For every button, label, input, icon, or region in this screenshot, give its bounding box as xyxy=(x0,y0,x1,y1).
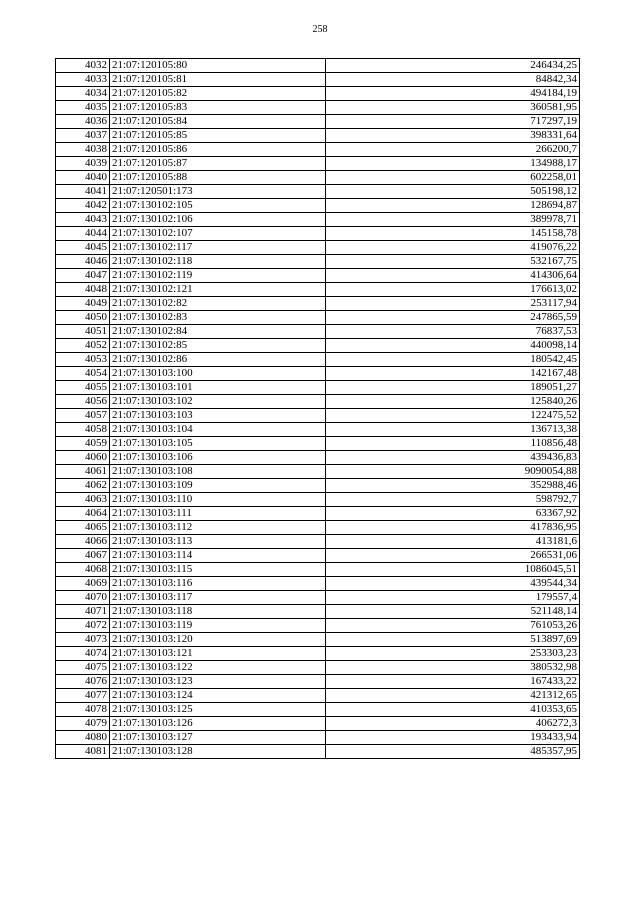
row-number-cell: 4076 xyxy=(56,675,110,689)
cadastral-number-cell: 21:07:120105:85 xyxy=(110,129,326,143)
cadastral-number-cell: 21:07:130102:119 xyxy=(110,269,326,283)
cadastral-value-cell: 125840,26 xyxy=(326,395,580,409)
row-number-cell: 4037 xyxy=(56,129,110,143)
table-row xyxy=(56,311,580,325)
row-number-cell: 4042 xyxy=(56,199,110,213)
table-row xyxy=(56,381,580,395)
cadastral-value-cell: 413181,6 xyxy=(326,535,580,549)
cadastral-number-cell: 21:07:130103:119 xyxy=(110,619,326,633)
cadastral-value-cell: 380532,98 xyxy=(326,661,580,675)
cadastral-value-cell: 598792,7 xyxy=(326,493,580,507)
cadastral-value-table xyxy=(55,58,580,759)
table-row xyxy=(56,675,580,689)
cadastral-number-cell: 21:07:130102:83 xyxy=(110,311,326,325)
table-row xyxy=(56,605,580,619)
cadastral-value-cell: 389978,71 xyxy=(326,213,580,227)
cadastral-value-cell: 494184,19 xyxy=(326,87,580,101)
table-row xyxy=(56,213,580,227)
table-row xyxy=(56,297,580,311)
cadastral-value-cell: 485357,95 xyxy=(326,745,580,759)
cadastral-value-cell: 440098,14 xyxy=(326,339,580,353)
cadastral-value-cell: 717297,19 xyxy=(326,115,580,129)
table-row xyxy=(56,283,580,297)
cadastral-number-cell: 21:07:120105:83 xyxy=(110,101,326,115)
row-number-cell: 4032 xyxy=(56,59,110,73)
row-number-cell: 4067 xyxy=(56,549,110,563)
row-number-cell: 4061 xyxy=(56,465,110,479)
row-number-cell: 4053 xyxy=(56,353,110,367)
row-number-cell: 4068 xyxy=(56,563,110,577)
cadastral-number-cell: 21:07:130103:102 xyxy=(110,395,326,409)
row-number-cell: 4064 xyxy=(56,507,110,521)
cadastral-value-cell: 532167,75 xyxy=(326,255,580,269)
table-body xyxy=(56,59,580,759)
cadastral-number-cell: 21:07:130102:107 xyxy=(110,227,326,241)
cadastral-number-cell: 21:07:130102:86 xyxy=(110,353,326,367)
table-row xyxy=(56,703,580,717)
row-number-cell: 4065 xyxy=(56,521,110,535)
cadastral-number-cell: 21:07:120105:82 xyxy=(110,87,326,101)
cadastral-value-cell: 180542,45 xyxy=(326,353,580,367)
row-number-cell: 4074 xyxy=(56,647,110,661)
row-number-cell: 4048 xyxy=(56,283,110,297)
cadastral-number-cell: 21:07:130103:101 xyxy=(110,381,326,395)
row-number-cell: 4044 xyxy=(56,227,110,241)
cadastral-value-cell: 521148,14 xyxy=(326,605,580,619)
row-number-cell: 4066 xyxy=(56,535,110,549)
cadastral-number-cell: 21:07:130103:105 xyxy=(110,437,326,451)
cadastral-value-cell: 398331,64 xyxy=(326,129,580,143)
row-number-cell: 4041 xyxy=(56,185,110,199)
table-row xyxy=(56,451,580,465)
cadastral-number-cell: 21:07:130102:121 xyxy=(110,283,326,297)
cadastral-number-cell: 21:07:120105:86 xyxy=(110,143,326,157)
cadastral-value-cell: 134988,17 xyxy=(326,157,580,171)
cadastral-number-cell: 21:07:130103:100 xyxy=(110,367,326,381)
row-number-cell: 4056 xyxy=(56,395,110,409)
row-number-cell: 4077 xyxy=(56,689,110,703)
row-number-cell: 4047 xyxy=(56,269,110,283)
cadastral-value-cell: 419076,22 xyxy=(326,241,580,255)
row-number-cell: 4035 xyxy=(56,101,110,115)
cadastral-value-cell: 360581,95 xyxy=(326,101,580,115)
table-row xyxy=(56,437,580,451)
row-number-cell: 4049 xyxy=(56,297,110,311)
cadastral-number-cell: 21:07:120105:84 xyxy=(110,115,326,129)
row-number-cell: 4050 xyxy=(56,311,110,325)
row-number-cell: 4081 xyxy=(56,745,110,759)
cadastral-number-cell: 21:07:130103:116 xyxy=(110,577,326,591)
cadastral-number-cell: 21:07:130102:84 xyxy=(110,325,326,339)
row-number-cell: 4079 xyxy=(56,717,110,731)
table-row xyxy=(56,353,580,367)
cadastral-number-cell: 21:07:130103:109 xyxy=(110,479,326,493)
cadastral-value-cell: 76837,53 xyxy=(326,325,580,339)
cadastral-number-cell: 21:07:130102:85 xyxy=(110,339,326,353)
row-number-cell: 4033 xyxy=(56,73,110,87)
cadastral-number-cell: 21:07:130103:104 xyxy=(110,423,326,437)
cadastral-number-cell: 21:07:130103:117 xyxy=(110,591,326,605)
row-number-cell: 4036 xyxy=(56,115,110,129)
cadastral-value-cell: 417836,95 xyxy=(326,521,580,535)
table-row xyxy=(56,199,580,213)
row-number-cell: 4080 xyxy=(56,731,110,745)
table-row xyxy=(56,409,580,423)
cadastral-number-cell: 21:07:120105:80 xyxy=(110,59,326,73)
cadastral-number-cell: 21:07:130103:111 xyxy=(110,507,326,521)
cadastral-number-cell: 21:07:120105:81 xyxy=(110,73,326,87)
cadastral-value-cell: 410353,65 xyxy=(326,703,580,717)
table-row xyxy=(56,157,580,171)
table-row xyxy=(56,423,580,437)
row-number-cell: 4070 xyxy=(56,591,110,605)
cadastral-value-cell: 439544,34 xyxy=(326,577,580,591)
table-row xyxy=(56,717,580,731)
table-row xyxy=(56,171,580,185)
cadastral-value-cell: 439436,83 xyxy=(326,451,580,465)
cadastral-number-cell: 21:07:130102:105 xyxy=(110,199,326,213)
row-number-cell: 4073 xyxy=(56,633,110,647)
cadastral-value-cell: 253303,23 xyxy=(326,647,580,661)
table-row xyxy=(56,325,580,339)
cadastral-number-cell: 21:07:130103:120 xyxy=(110,633,326,647)
cadastral-value-cell: 128694,87 xyxy=(326,199,580,213)
row-number-cell: 4045 xyxy=(56,241,110,255)
row-number-cell: 4034 xyxy=(56,87,110,101)
row-number-cell: 4058 xyxy=(56,423,110,437)
cadastral-number-cell: 21:07:130103:115 xyxy=(110,563,326,577)
table-row xyxy=(56,269,580,283)
row-number-cell: 4062 xyxy=(56,479,110,493)
table-row xyxy=(56,647,580,661)
row-number-cell: 4052 xyxy=(56,339,110,353)
row-number-cell: 4046 xyxy=(56,255,110,269)
table-row xyxy=(56,101,580,115)
row-number-cell: 4055 xyxy=(56,381,110,395)
row-number-cell: 4040 xyxy=(56,171,110,185)
cadastral-number-cell: 21:07:130102:118 xyxy=(110,255,326,269)
cadastral-number-cell: 21:07:130103:112 xyxy=(110,521,326,535)
cadastral-number-cell: 21:07:130103:122 xyxy=(110,661,326,675)
row-number-cell: 4072 xyxy=(56,619,110,633)
cadastral-value-cell: 84842,34 xyxy=(326,73,580,87)
cadastral-value-cell: 352988,46 xyxy=(326,479,580,493)
row-number-cell: 4075 xyxy=(56,661,110,675)
cadastral-value-cell: 513897,69 xyxy=(326,633,580,647)
table-row xyxy=(56,465,580,479)
table-row xyxy=(56,227,580,241)
table-row xyxy=(56,507,580,521)
cadastral-number-cell: 21:07:120105:88 xyxy=(110,171,326,185)
table-row xyxy=(56,59,580,73)
cadastral-value-cell: 246434,25 xyxy=(326,59,580,73)
cadastral-value-cell: 761053,26 xyxy=(326,619,580,633)
page-number: 258 xyxy=(312,24,328,35)
cadastral-value-cell: 189051,27 xyxy=(326,381,580,395)
row-number-cell: 4063 xyxy=(56,493,110,507)
cadastral-number-cell: 21:07:130103:123 xyxy=(110,675,326,689)
cadastral-number-cell: 21:07:120105:87 xyxy=(110,157,326,171)
table-row xyxy=(56,395,580,409)
table-row xyxy=(56,367,580,381)
table-row xyxy=(56,143,580,157)
cadastral-number-cell: 21:07:130103:128 xyxy=(110,745,326,759)
cadastral-value-cell: 505198,12 xyxy=(326,185,580,199)
table-row xyxy=(56,339,580,353)
cadastral-value-cell: 1086045,51 xyxy=(326,563,580,577)
cadastral-value-cell: 145158,78 xyxy=(326,227,580,241)
table-row xyxy=(56,745,580,759)
cadastral-number-cell: 21:07:130102:106 xyxy=(110,213,326,227)
cadastral-number-cell: 21:07:130103:103 xyxy=(110,409,326,423)
table-row xyxy=(56,521,580,535)
table-row xyxy=(56,577,580,591)
table-row xyxy=(56,241,580,255)
table-row xyxy=(56,731,580,745)
cadastral-value-cell: 167433,22 xyxy=(326,675,580,689)
table-row xyxy=(56,493,580,507)
table-row xyxy=(56,591,580,605)
row-number-cell: 4054 xyxy=(56,367,110,381)
row-number-cell: 4078 xyxy=(56,703,110,717)
cadastral-number-cell: 21:07:130102:82 xyxy=(110,297,326,311)
row-number-cell: 4038 xyxy=(56,143,110,157)
table-row xyxy=(56,479,580,493)
row-number-cell: 4069 xyxy=(56,577,110,591)
cadastral-value-cell: 602258,01 xyxy=(326,171,580,185)
cadastral-value-cell: 110856,48 xyxy=(326,437,580,451)
row-number-cell: 4071 xyxy=(56,605,110,619)
row-number-cell: 4051 xyxy=(56,325,110,339)
cadastral-value-cell: 421312,65 xyxy=(326,689,580,703)
table-row xyxy=(56,255,580,269)
table-row xyxy=(56,689,580,703)
row-number-cell: 4057 xyxy=(56,409,110,423)
cadastral-number-cell: 21:07:130103:110 xyxy=(110,493,326,507)
table-row xyxy=(56,535,580,549)
row-number-cell: 4039 xyxy=(56,157,110,171)
cadastral-value-cell: 414306,64 xyxy=(326,269,580,283)
cadastral-value-cell: 247865,59 xyxy=(326,311,580,325)
row-number-cell: 4059 xyxy=(56,437,110,451)
cadastral-value-cell: 193433,94 xyxy=(326,731,580,745)
cadastral-number-cell: 21:07:130103:127 xyxy=(110,731,326,745)
cadastral-number-cell: 21:07:130103:108 xyxy=(110,465,326,479)
table-row xyxy=(56,185,580,199)
table-row xyxy=(56,87,580,101)
cadastral-value-cell: 9090054,88 xyxy=(326,465,580,479)
cadastral-value-cell: 142167,48 xyxy=(326,367,580,381)
cadastral-number-cell: 21:07:130103:113 xyxy=(110,535,326,549)
cadastral-number-cell: 21:07:130103:106 xyxy=(110,451,326,465)
cadastral-number-cell: 21:07:130103:126 xyxy=(110,717,326,731)
cadastral-value-cell: 136713,38 xyxy=(326,423,580,437)
cadastral-number-cell: 21:07:130103:121 xyxy=(110,647,326,661)
cadastral-number-cell: 21:07:130103:124 xyxy=(110,689,326,703)
cadastral-value-cell: 63367,92 xyxy=(326,507,580,521)
cadastral-number-cell: 21:07:130103:114 xyxy=(110,549,326,563)
table-row xyxy=(56,549,580,563)
cadastral-value-cell: 176613,02 xyxy=(326,283,580,297)
table-row xyxy=(56,73,580,87)
row-number-cell: 4060 xyxy=(56,451,110,465)
table-row xyxy=(56,563,580,577)
cadastral-value-cell: 122475,52 xyxy=(326,409,580,423)
cadastral-number-cell: 21:07:130102:117 xyxy=(110,241,326,255)
cadastral-value-cell: 266200,7 xyxy=(326,143,580,157)
table-row xyxy=(56,619,580,633)
cadastral-number-cell: 21:07:120501:173 xyxy=(110,185,326,199)
cadastral-value-cell: 406272,3 xyxy=(326,717,580,731)
table-row xyxy=(56,115,580,129)
cadastral-number-cell: 21:07:130103:118 xyxy=(110,605,326,619)
cadastral-number-cell: 21:07:130103:125 xyxy=(110,703,326,717)
cadastral-value-cell: 179557,4 xyxy=(326,591,580,605)
cadastral-value-cell: 266531,06 xyxy=(326,549,580,563)
cadastral-value-cell: 253117,94 xyxy=(326,297,580,311)
table-row xyxy=(56,129,580,143)
table-row xyxy=(56,661,580,675)
row-number-cell: 4043 xyxy=(56,213,110,227)
table-row xyxy=(56,633,580,647)
